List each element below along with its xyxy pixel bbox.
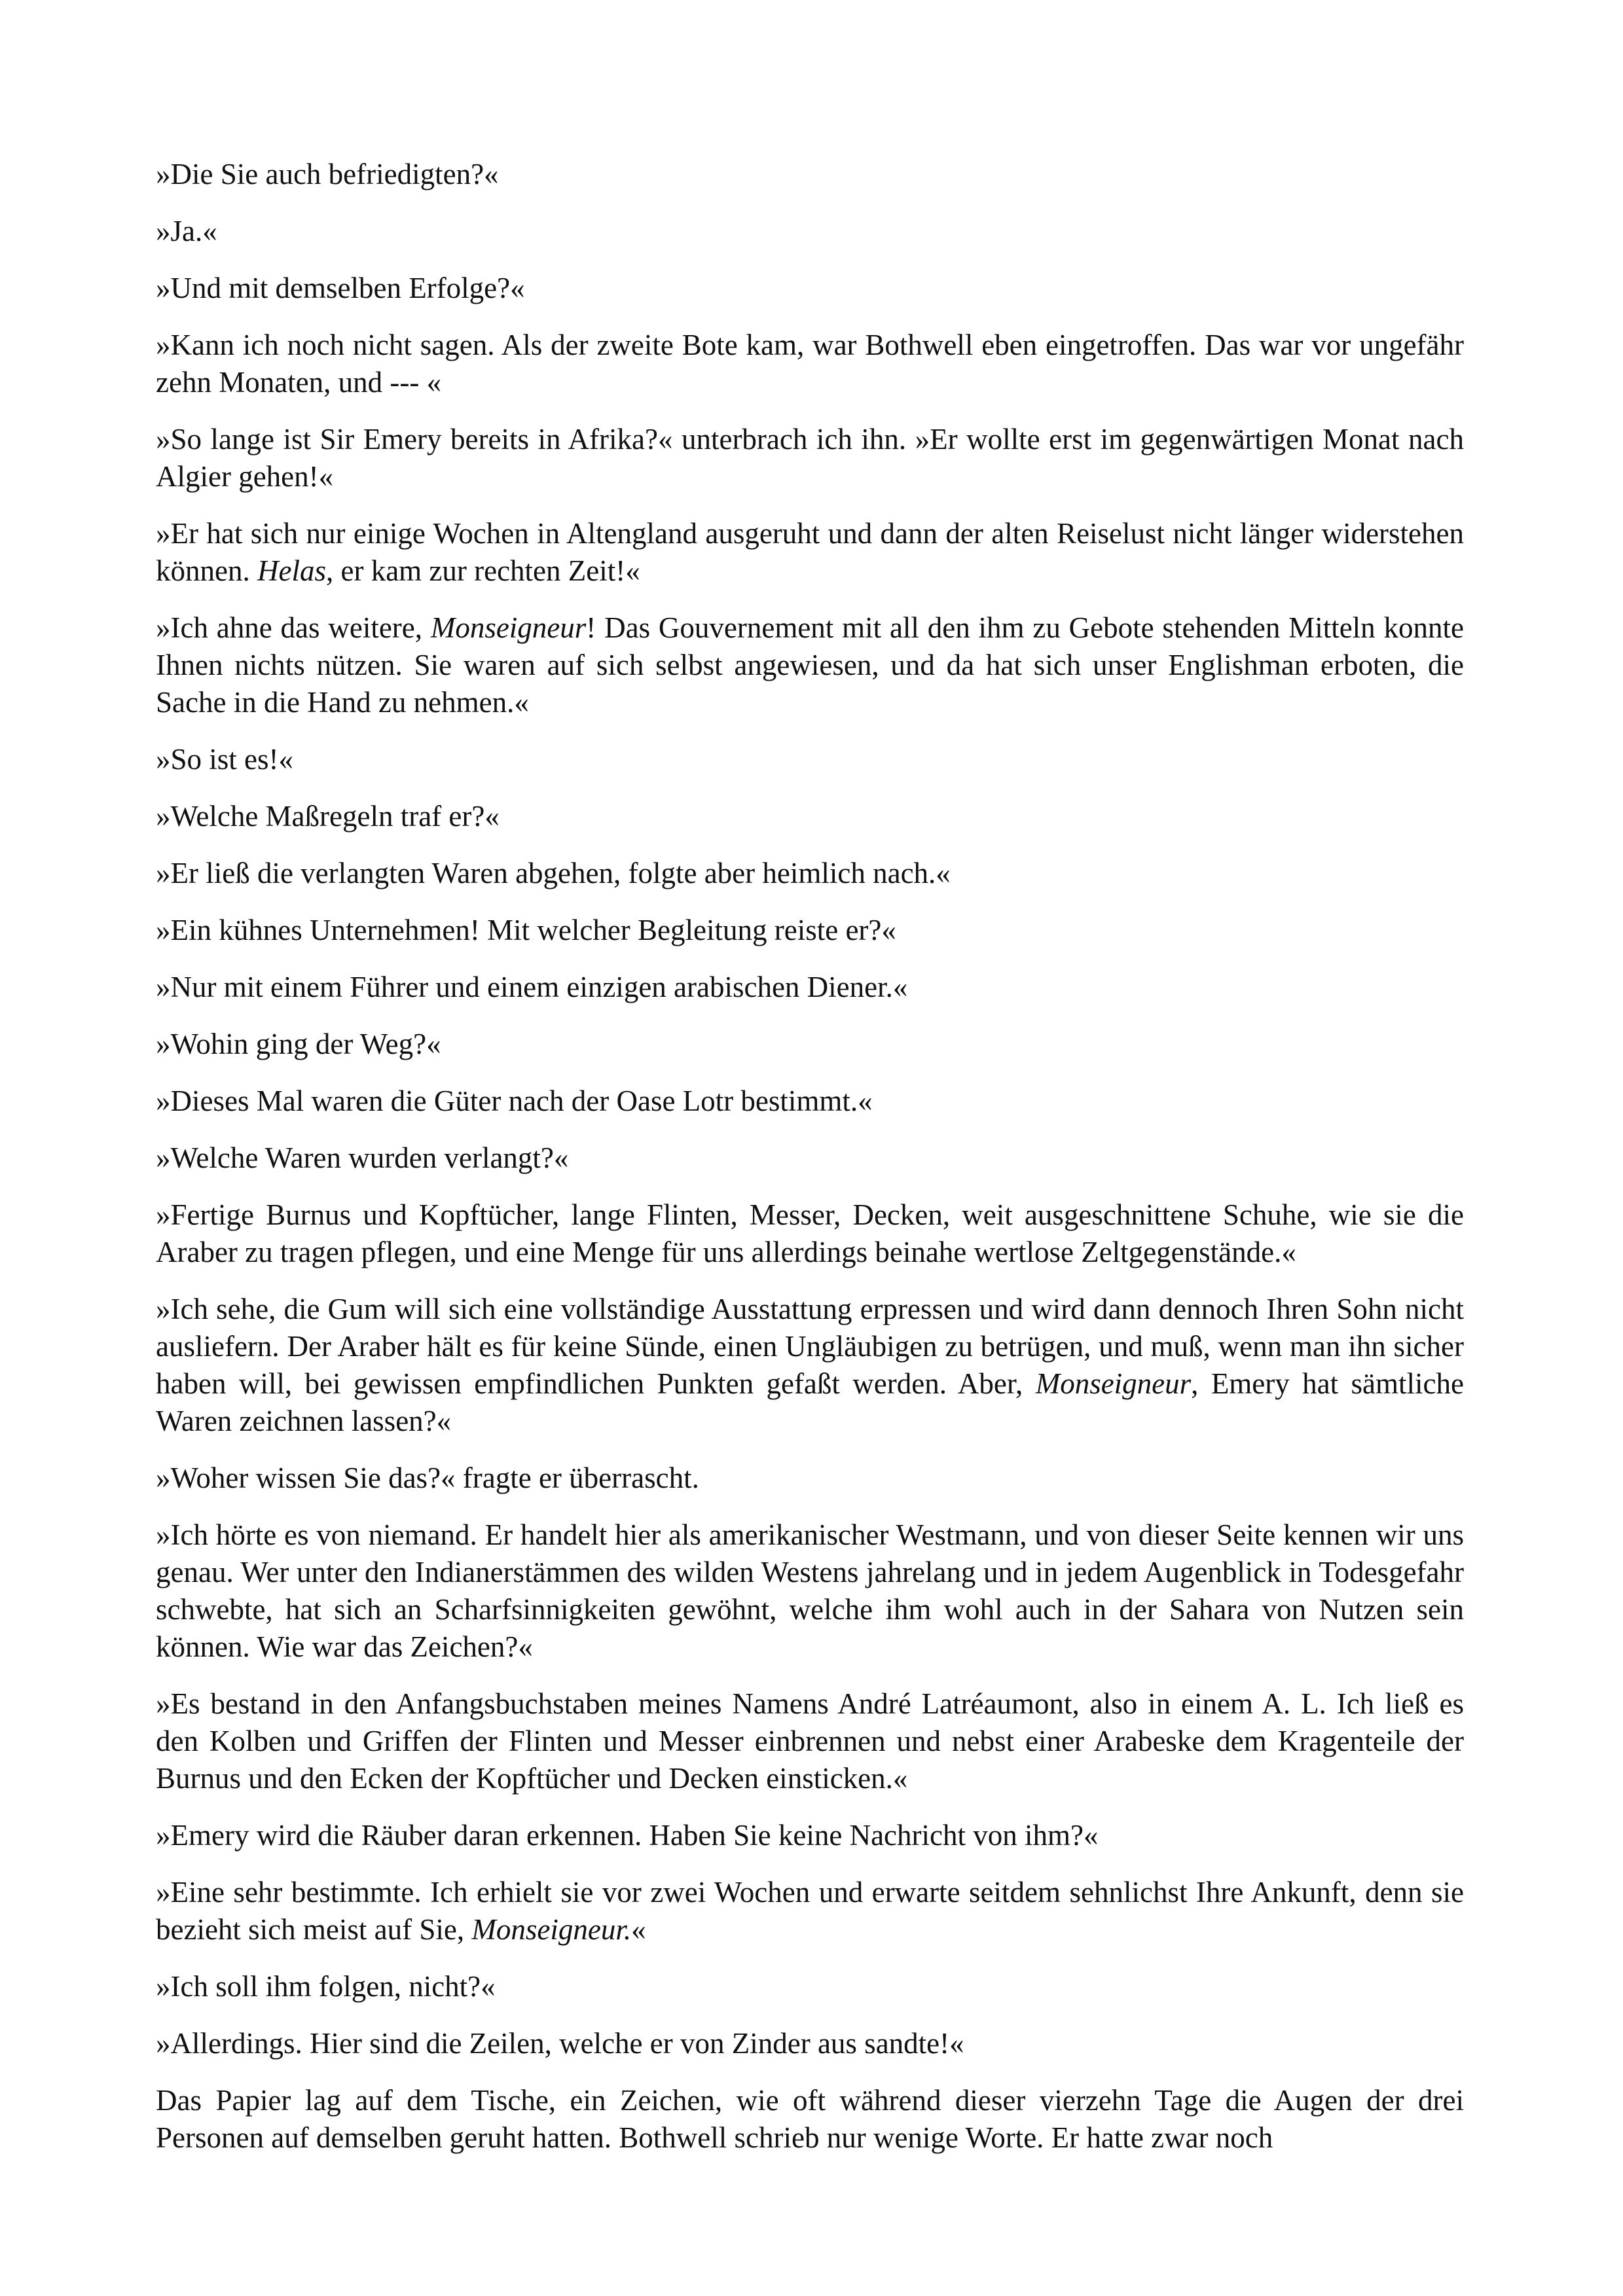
paragraph xyxy=(156,156,1464,193)
paragraph xyxy=(156,1874,1464,1948)
text-run: »Ich sehe, die Gum will sich eine vollständige Ausstattung erpressen und wird dann dennoch Ihren Sohn nicht ausliefern. Der Araber hält es für keine Sünde, einen Ungläubigen zu betrügen, und muß, wenn man ihn sicher haben will, bei gewissen empfindlichen Punkten gefaßt werden. Aber, xyxy=(156,1293,1464,1400)
paragraph xyxy=(156,2082,1464,2157)
italic-text: Monseigneur xyxy=(430,611,587,644)
paragraph xyxy=(156,855,1464,892)
italic-text: Monseigneur. xyxy=(471,1913,632,1946)
italic-text: Monseigneur xyxy=(1035,1367,1192,1400)
paragraph xyxy=(156,327,1464,401)
text-run: »Die Sie auch befriedigten?« xyxy=(156,158,499,190)
paragraph xyxy=(156,1291,1464,1440)
paragraph xyxy=(156,213,1464,250)
text-run: »Ich ahne das weitere, xyxy=(156,611,431,644)
text-run: »Nur mit einem Führer und einem einzigen arabischen Diener.« xyxy=(156,971,908,1003)
paragraph xyxy=(156,912,1464,949)
paragraph xyxy=(156,1026,1464,1063)
text-run: »So ist es!« xyxy=(156,743,294,776)
text-run: »Ein kühnes Unternehmen! Mit welcher Begleitung reiste er?« xyxy=(156,914,896,946)
paragraph xyxy=(156,1196,1464,1271)
text-run: ! Das Gouvernement mit all den ihm zu Gebote stehenden Mitteln konnte Ihnen nichts nützen. Sie waren auf sich selbst angewiesen, und da hat sich unser Englishman erboten, die Sache in die Hand zu nehmen.« xyxy=(156,611,1464,719)
paragraph xyxy=(156,1817,1464,1854)
text-run: , er kam zur rechten Zeit!« xyxy=(325,554,640,587)
paragraph xyxy=(156,270,1464,307)
text-run: »Und mit demselben Erfolge?« xyxy=(156,272,525,304)
paragraph xyxy=(156,1083,1464,1120)
paragraph xyxy=(156,969,1464,1006)
text-run: »Welche Maßregeln traf er?« xyxy=(156,800,500,833)
paragraph xyxy=(156,515,1464,590)
text-run: »Woher wissen Sie das?« fragte er überrascht. xyxy=(156,1462,699,1494)
text-run: »Ja.« xyxy=(156,215,217,247)
text-run: »Fertige Burnus und Kopftücher, lange Flinten, Messer, Decken, weit ausgeschnittene Schuhe, wie sie die Araber zu tragen pflegen, und eine Menge für uns allerdings beinahe wertlose Zeltgegenstände.« xyxy=(156,1198,1464,1268)
text-run: »Kann ich noch nicht sagen. Als der zweite Bote kam, war Bothwell eben eingetroffen. Das war vor ungefähr zehn Monaten, und --- « xyxy=(156,329,1464,399)
text-run: « xyxy=(631,1913,646,1946)
paragraph xyxy=(156,1685,1464,1797)
text-run: »Emery wird die Räuber daran erkennen. Haben Sie keine Nachricht von ihm?« xyxy=(156,1819,1099,1852)
text-run: »Dieses Mal waren die Güter nach der Oase Lotr bestimmt.« xyxy=(156,1085,873,1117)
text-run: , Emery hat sämtliche Waren zeichnen lassen?« xyxy=(156,1367,1464,1437)
body-text xyxy=(156,156,1464,2176)
text-run: »Eine sehr bestimmte. Ich erhielt sie vor zwei Wochen und erwarte seitdem sehnlichst Ihre Ankunft, denn sie bezieht sich meist auf Sie, xyxy=(156,1876,1464,1946)
paragraph xyxy=(156,1139,1464,1177)
text-run: »Allerdings. Hier sind die Zeilen, welche er von Zinder aus sandte!« xyxy=(156,2027,964,2060)
paragraph xyxy=(156,421,1464,495)
paragraph xyxy=(156,798,1464,835)
text-run: »Er ließ die verlangten Waren abgehen, folgte aber heimlich nach.« xyxy=(156,857,951,889)
paragraph xyxy=(156,2025,1464,2062)
text-run: Das Papier lag auf dem Tische, ein Zeichen, wie oft während dieser vierzehn Tage die Augen der drei Personen auf demselben geruht hatten. Bothwell schrieb nur wenige Worte. Er hatte zwar noch xyxy=(156,2084,1464,2154)
text-run: »Welche Waren wurden verlangt?« xyxy=(156,1141,569,1174)
paragraph xyxy=(156,741,1464,778)
text-run: »Es bestand in den Anfangsbuchstaben meines Namens André Latréaumont, also in einem A. L. Ich ließ es den Kolben und Griffen der Flinten und Messer einbrennen und nebst einer Arabeske dem Kragenteile der Burnus und den Ecken der Kopftücher und Decken einsticken.« xyxy=(156,1687,1464,1795)
paragraph xyxy=(156,1460,1464,1497)
text-run: »So lange ist Sir Emery bereits in Afrika?« unterbrach ich ihn. »Er wollte erst im gegenwärtigen Monat nach Algier gehen!« xyxy=(156,423,1464,493)
text-run: »Wohin ging der Weg?« xyxy=(156,1028,441,1060)
paragraph xyxy=(156,1516,1464,1666)
italic-text: Helas xyxy=(257,554,326,587)
paragraph xyxy=(156,1968,1464,2005)
text-run: »Ich soll ihm folgen, nicht?« xyxy=(156,1970,496,2003)
paragraph xyxy=(156,609,1464,721)
text-run: »Ich hörte es von niemand. Er handelt hier als amerikanischer Westmann, und von dieser Seite kennen wir uns genau. Wer unter den Indianerstämmen des wilden Westens jahrelang und in jedem Augenblick in Todesgefahr schwebte, hat sich an Scharfsinnigkeiten gewöhnt, welche ihm wohl auch in der Sahara von Nutzen sein können. Wie war das Zeichen?« xyxy=(156,1518,1464,1663)
text-run: »Er hat sich nur einige Wochen in Altengland ausgeruht und dann der alten Reiselust nicht länger widerstehen können. xyxy=(156,517,1464,587)
